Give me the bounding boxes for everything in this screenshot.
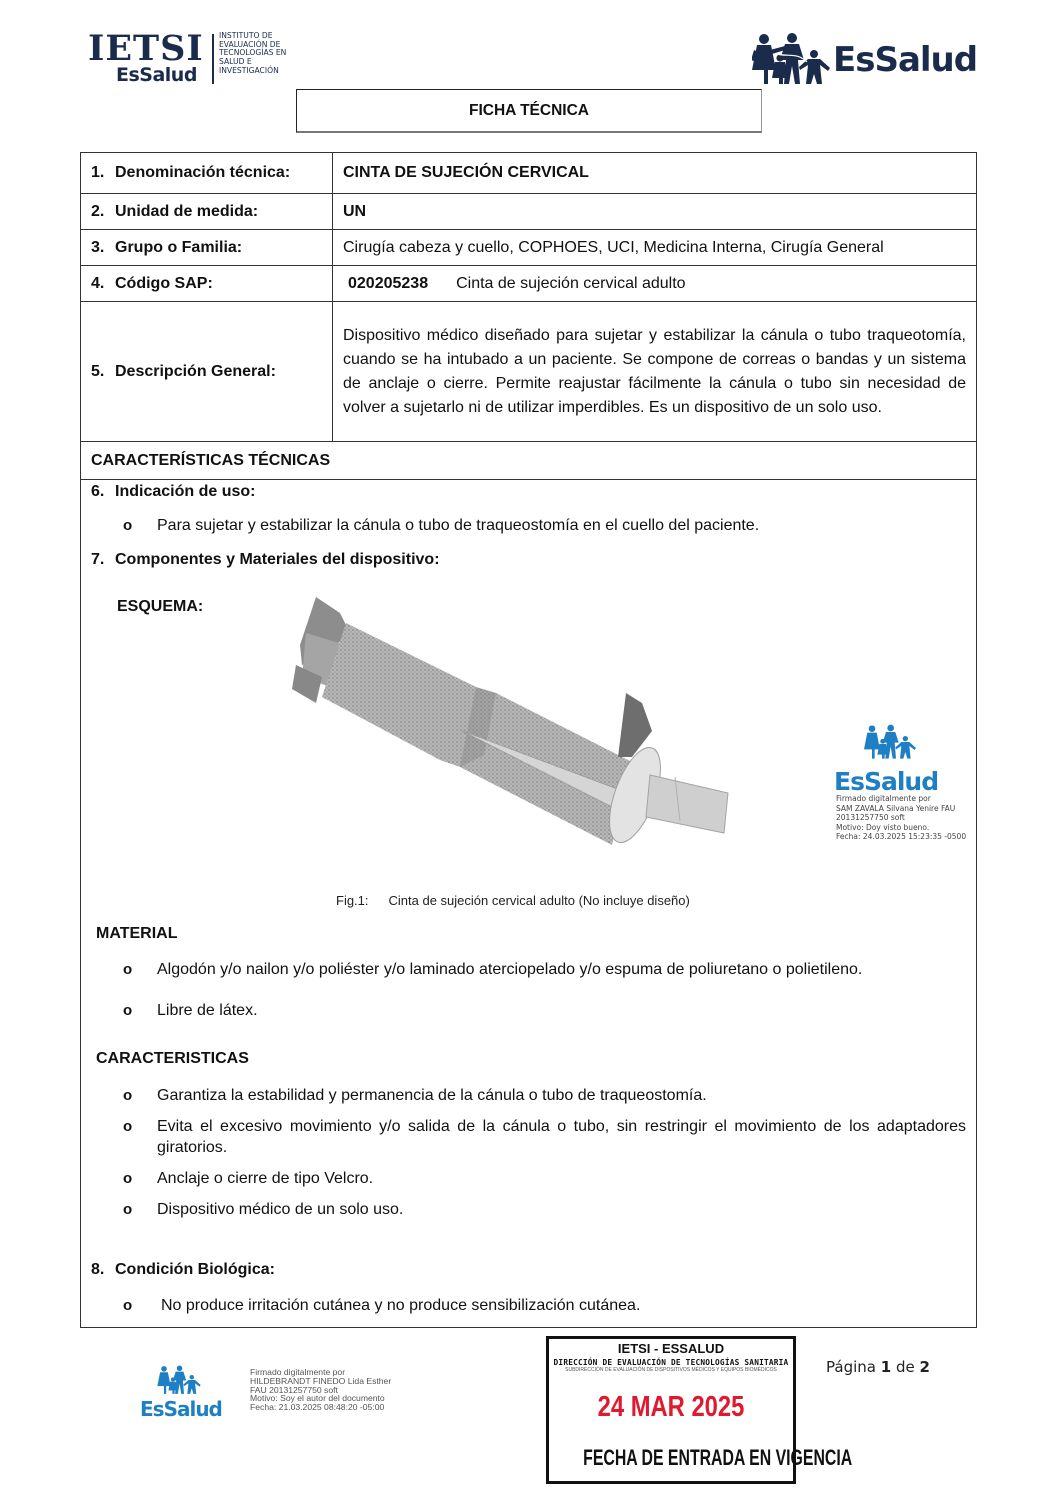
bullet-icon: o	[123, 1201, 133, 1218]
page-current: 1	[880, 1358, 892, 1376]
spec-row-grupo	[81, 230, 976, 266]
spec-row-unidad	[81, 194, 976, 230]
spec-row-denominacion	[81, 153, 976, 194]
signature-line: FAU 20131257750 soft	[250, 1384, 338, 1395]
label-text: Descripción General:	[115, 362, 276, 380]
signature-line: 20131257750 soft	[836, 813, 905, 822]
label-text: Unidad de medida:	[115, 202, 259, 220]
bullet-icon: o	[123, 1297, 133, 1314]
sap-code: 020205238	[348, 274, 429, 292]
digital-signature-footer	[250, 1368, 391, 1412]
item-number: 6.	[91, 483, 105, 500]
family-figures-icon	[154, 1365, 204, 1395]
essalud-logo	[752, 32, 982, 86]
footer-essalud-logo	[140, 1365, 220, 1425]
cervical-strap-figure	[280, 585, 740, 860]
item-heading-text: Componentes y Materiales del dispositivo:	[115, 551, 440, 568]
item-6-heading	[91, 483, 255, 501]
page-total: 2	[919, 1358, 930, 1376]
bullet-icon: o	[123, 1170, 133, 1187]
item-number: 7.	[91, 551, 105, 568]
spec-label	[81, 230, 333, 265]
list-item-text: Evita el excesivo movimiento y/o salida de la cánula o tubo, sin restringir el movimiento de los adaptadores giratorios.	[157, 1118, 966, 1156]
spec-value	[333, 302, 976, 441]
item-number: 8.	[91, 1261, 105, 1278]
esquema-label: ESQUEMA:	[117, 598, 204, 615]
stamp-subdirection: SUBDIRECCIÓN DE EVALUACIÓN DE DISPOSITIVOS MÉDICOS Y EQUIPOS BIOMÉDICOS	[565, 1367, 777, 1373]
spec-value: Cirugía cabeza y cuello, COPHOES, UCI, Medicina Interna, Cirugía General	[343, 238, 884, 256]
ietsi-line: TECNOLOGÍAS EN	[219, 48, 287, 58]
signature-details	[836, 794, 980, 842]
digital-signature-right	[810, 724, 980, 842]
row-number: 1.	[91, 164, 105, 181]
figure-caption-text: Cinta de sujeción cervical adulto (No incluye diseño)	[388, 893, 690, 908]
ietsi-line: INVESTIGACIÓN	[219, 65, 279, 75]
ietsi-logo	[88, 28, 318, 88]
item-heading-text: Indicación de uso:	[115, 483, 256, 500]
caracteristicas-heading: CARACTERISTICAS	[96, 1050, 249, 1067]
signature-line: Firmado digitalmente por	[250, 1367, 346, 1377]
spec-value: CINTA DE SUJECIÓN CERVICAL	[343, 164, 589, 181]
signature-line: Fecha: 21.03.2025 08:48:20 -05:00	[250, 1402, 385, 1413]
description-text: Dispositivo médico diseñado para sujetar y estabilizar la cánula o tubo traqueotomía, cuando se ha intubado a un paciente. Se compone de correas o bandas y un sistema de anclaje o cierre. Permite reajustar fácilmente la cánula o tubo sin necesidad de volver a sujetarlo ni de utilizar imperdibles. Es un dispositivo de un solo uso.	[343, 326, 966, 416]
list-item-text: Para sujetar y estabilizar la cánula o tubo de traqueostomía en el cuello del paciente.	[157, 517, 760, 534]
list-item-text: Dispositivo médico de un solo uso.	[157, 1201, 404, 1218]
signature-line: Fecha: 24.03.2025 15:23:35 -0500	[836, 832, 967, 841]
row-number: 3.	[91, 238, 105, 256]
stamp-org: IETSI - ESSALUD	[617, 1341, 725, 1356]
ietsi-line: EVALUACIÓN DE	[219, 39, 281, 49]
stamp-direction: DIRECCIÓN DE EVALUACIÓN DE TECNOLOGÍAS SANITARIA	[553, 1358, 789, 1367]
spec-label	[81, 266, 333, 301]
page-prefix: Página	[826, 1358, 876, 1376]
ietsi-logo-sub: EsSalud	[116, 64, 197, 86]
section-caracteristicas-tecnicas	[81, 442, 976, 480]
essalud-wordmark: EsSalud	[140, 1397, 222, 1421]
page-sep: de	[895, 1358, 915, 1376]
page-number	[826, 1358, 930, 1376]
label-text: Código SAP:	[115, 274, 213, 292]
list-item-text: No produce irritación cutánea y no produce sensibilización cutánea.	[161, 1297, 641, 1314]
stamp-date: 24 MAR 2025	[597, 1391, 745, 1423]
family-figures-icon	[860, 724, 920, 760]
figure-caption	[336, 893, 690, 908]
sap-description: Cinta de sujeción cervical adulto	[456, 274, 686, 292]
signature-line: SAM ZAVALA Silvana Yenire FAU	[836, 803, 956, 813]
bullet-icon: o	[123, 1002, 133, 1019]
item-7-heading	[91, 551, 440, 569]
signature-line: Motivo: Soy el autor del documento	[250, 1393, 385, 1404]
ietsi-logo-text	[219, 32, 286, 76]
section-title: CARACTERÍSTICAS TÉCNICAS	[91, 452, 331, 469]
label-text: Grupo o Familia:	[115, 238, 243, 256]
stamp-label: FECHA DE ENTRADA EN VIGENCIA	[583, 1445, 853, 1470]
logo-divider	[212, 34, 214, 84]
row-number: 4.	[91, 274, 105, 292]
bullet-icon: o	[123, 961, 133, 978]
spec-label	[81, 153, 333, 193]
essalud-wordmark: EsSalud	[834, 767, 939, 796]
bullet-icon: o	[123, 1118, 133, 1135]
spec-label	[81, 302, 333, 441]
spec-value: UN	[343, 202, 367, 220]
spec-row-sap	[81, 266, 976, 302]
signature-line: Firmado digitalmente por	[836, 794, 931, 803]
ietsi-logo-main: IETSI	[88, 28, 204, 69]
item-heading-text: Condición Biológica:	[115, 1261, 275, 1278]
spec-value	[333, 266, 976, 301]
signature-line: Motivo: Doy visto bueno.	[836, 822, 930, 832]
item-8-heading	[91, 1261, 275, 1279]
spec-label	[81, 194, 333, 229]
list-item-text: Garantiza la estabilidad y permanencia de la cánula o tubo de traqueostomía.	[157, 1087, 707, 1104]
bullet-icon: o	[123, 1087, 133, 1104]
row-number: 5.	[91, 362, 105, 380]
material-heading: MATERIAL	[96, 925, 178, 942]
essalud-wordmark: EsSalud	[833, 40, 978, 80]
list-item-text: Libre de látex.	[157, 1002, 258, 1019]
spec-row-descripcion	[81, 302, 976, 442]
signature-line: HILDEBRANDT FINEDO Lida Esther	[250, 1375, 392, 1386]
row-number: 2.	[91, 202, 105, 220]
list-item-text: Algodón y/o nailon y/o poliéster y/o laminado aterciopelado y/o espuma de poliuretano o polietileno.	[157, 961, 863, 978]
document-title: FICHA TÉCNICA	[296, 89, 762, 133]
ietsi-line: SALUD E	[219, 57, 252, 67]
bullet-icon: o	[123, 517, 133, 534]
label-text: Denominación técnica:	[115, 164, 291, 181]
figure-number: Fig.1:	[336, 893, 369, 908]
list-item-text: Anclaje o cierre de tipo Velcro.	[157, 1170, 374, 1187]
family-figures-icon	[752, 32, 830, 86]
ietsi-line: INSTITUTO DE	[219, 31, 273, 40]
